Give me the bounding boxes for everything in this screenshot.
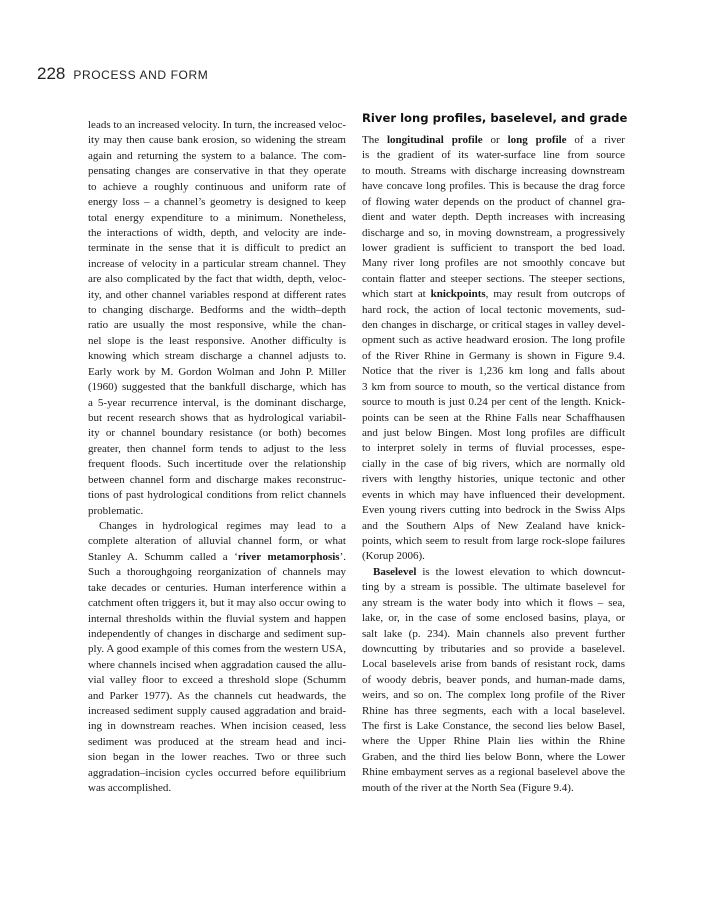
text-run: Changes in hydrological regimes may lead to a [99, 519, 346, 532]
text-run: ity may then cause bank erosion, so widening the stream [88, 134, 346, 147]
text-line [362, 210, 625, 225]
text-line [362, 688, 625, 703]
text-line [362, 411, 625, 426]
text-run: ’. [339, 550, 346, 563]
text-run: The [362, 134, 387, 146]
text-run: between channel form and discharge makes reconstruc- [88, 473, 346, 486]
text-line [88, 180, 346, 195]
text-line [88, 211, 346, 226]
text-line [88, 241, 346, 256]
text-line [362, 226, 625, 241]
text-line [88, 504, 346, 519]
section-heading: River long profiles, baselevel, and grade [362, 111, 628, 125]
running-header [37, 64, 208, 84]
text-line [362, 765, 625, 780]
bold-term: longitudinal profile [386, 134, 483, 146]
text-line [362, 349, 625, 364]
text-line [362, 241, 625, 256]
text-run: events in which may have influenced their development. [362, 488, 625, 501]
text-line [88, 612, 346, 627]
text-run: cially in the case of big rivers, which are normally old [362, 457, 625, 470]
text-run: to changing discharge. Bedforms and the width–depth [88, 304, 346, 317]
text-line [88, 766, 346, 781]
text-run: but recent research shows that as hydrological variabil- [88, 412, 346, 425]
text-line [362, 272, 625, 287]
bold-term: long profile [507, 134, 567, 146]
text-run: of the River Rhine in Germany is shown in Figure 9.4. [362, 349, 625, 362]
text-line [88, 118, 346, 133]
text-line [362, 164, 625, 179]
text-run: vial valley floor to exceed a threshold slope (Schumm [88, 674, 346, 687]
text-run: independently of changes in discharge and sediment sup- [88, 627, 346, 640]
text-run: discharge and so, in moving downstream, a progressively [362, 226, 625, 239]
text-run: hard rock, the action of local tectonic movements, sud- [362, 303, 625, 316]
text-line [88, 288, 346, 303]
text-line [88, 442, 346, 457]
text-line [88, 781, 346, 796]
text-line [88, 426, 346, 441]
text-line [88, 411, 346, 426]
text-line [362, 657, 625, 672]
text-line [362, 287, 625, 302]
text-line [88, 581, 346, 596]
text-run: energy loss – a channel’s geometry is designed to keep [88, 196, 346, 209]
text-run: Such a thoroughgoing reorganization of channels may [88, 566, 346, 579]
text-run: take decades or centuries. Human interference within a [88, 581, 346, 594]
text-run: Early work by M. Gordon Wolman and John P. Miller [88, 365, 346, 378]
text-run: sediment was produced at the stream head and inci- [88, 735, 346, 748]
text-run: frequent floods. Such incertitude over the relationship [88, 458, 346, 471]
text-line [362, 380, 625, 395]
text-run: ratio are usually the most responsive, while the chan- [88, 319, 346, 332]
text-line [88, 272, 346, 287]
text-line [88, 565, 346, 580]
text-run: and the Southern Alps of New Zealand have knick- [362, 519, 625, 532]
text-line [362, 441, 625, 456]
text-run: contain flatter and steeper sections. The steeper sections, [362, 272, 625, 285]
text-run: ing in downstream reaches. When incision ceased, less [88, 720, 346, 733]
text-run: a 5-year recurrence interval, is the dominant discharge, [88, 396, 346, 409]
text-run: catchment often triggers it, but it may also occur owing to [88, 597, 346, 610]
text-line [88, 365, 346, 380]
text-line [88, 488, 346, 503]
text-run: mouth of the river at the North Sea (Figure 9.4). [362, 781, 574, 794]
text-line [362, 781, 625, 796]
text-run: , may result from outcrops of [485, 288, 625, 301]
text-run: Rhine has three segments, each with a local baselevel. [362, 704, 625, 717]
text-line [362, 611, 625, 626]
text-line [88, 226, 346, 241]
text-line [362, 642, 625, 657]
text-line [362, 364, 625, 379]
text-line [88, 334, 346, 349]
text-run: sion began in the lower reaches. Two or three such [88, 751, 346, 764]
text-run: den changes in discharge, or critical stages in valley devel- [362, 319, 625, 332]
text-run: opment such as active headward erosion. The long profile [362, 334, 625, 347]
text-run: downcutting by tributaries and so provide a baselevel. [362, 642, 625, 655]
text-line [88, 473, 346, 488]
text-run: leads to an increased velocity. In turn, the increased veloc- [88, 119, 346, 131]
text-run: 3 km from source to mouth, so the vertical distance from [362, 380, 625, 393]
text-run: ply. A good example of this comes from the western USA, [88, 643, 346, 656]
text-run: The first is Lake Constance, the second lies below Basel, [362, 720, 625, 733]
text-line [362, 303, 625, 318]
text-run: rivers with lengthy histories, unique tectonic and other [362, 473, 625, 486]
text-line [362, 148, 625, 163]
text-run: increase of velocity in a particular stream channel. They [88, 257, 346, 270]
text-line [362, 133, 625, 148]
text-line [88, 257, 346, 272]
text-line [88, 195, 346, 210]
text-line [88, 704, 346, 719]
text-line [362, 318, 625, 333]
text-run: Local baselevels arise from bands of resistant rock, dams [362, 658, 625, 671]
text-line [88, 396, 346, 411]
text-line [362, 673, 625, 688]
text-run: nel slope is the least responsive. Another difficulty is [88, 334, 346, 347]
text-run: salt lake (p. 234). Main channels also prevent further [362, 627, 625, 640]
text-run: points, which seem to result from large rock-slope failures [362, 534, 625, 547]
text-line [88, 133, 346, 148]
text-line [362, 565, 625, 580]
text-run: weirs, and so on. The complex long profile of the River [362, 689, 625, 702]
text-run: source to mouth is just 0.24 per cent of the length. Knick- [362, 396, 625, 409]
text-run: complete alteration of alluvial channel form, or what [88, 535, 346, 548]
text-line [88, 149, 346, 164]
text-run: terminate in the sense that it is difficult to predict an [88, 242, 346, 255]
text-line [362, 519, 625, 534]
text-run: (1960) suggested that the bankfull discharge, which has [88, 381, 346, 394]
text-line [362, 179, 625, 194]
text-run: is the lowest elevation to which downcut- [416, 565, 625, 578]
text-line [88, 719, 346, 734]
text-run: ity, and other channel variables respond at different rates [88, 288, 346, 301]
text-run: pensating changes are conservative in that they operate [88, 165, 346, 178]
text-run: which start at [362, 288, 431, 301]
text-run: (Korup 2006). [362, 550, 425, 563]
text-line [362, 580, 625, 595]
text-run: where channels incised when aggradation caused the allu- [88, 658, 346, 671]
text-run: or [482, 134, 508, 146]
text-line [88, 349, 346, 364]
text-run: have concave long profiles. This is because the drag force [362, 180, 625, 193]
text-line [88, 303, 346, 318]
text-run: was accomplished. [88, 782, 172, 795]
text-run: of flowing water depends on the product of channel gra- [362, 195, 625, 208]
text-line [362, 549, 625, 564]
left-column [88, 118, 346, 797]
text-line [362, 596, 625, 611]
text-run: Many river long profiles are not smoothly concave but [362, 257, 625, 270]
text-run: total energy expenditure to a minimum. Nonetheless, [88, 211, 346, 224]
text-run: Graben, and the third lies below Bonn, where the Lower [362, 750, 625, 763]
bold-term: knickpoints [430, 288, 486, 301]
text-run: where the Upper Rhine Plain lies within the Rhine [362, 735, 625, 748]
text-run: tions of past hydrological conditions from relict channels [88, 489, 346, 502]
text-line [362, 719, 625, 734]
text-line [362, 195, 625, 210]
text-run: Even young rivers cutting into bedrock in the Swiss Alps [362, 504, 625, 517]
text-line [88, 735, 346, 750]
text-line [88, 164, 346, 179]
text-run: and just below Bingen. Most long profiles are difficult [362, 427, 625, 440]
text-run: are also complicated by the fact that width, depth, veloc- [88, 273, 346, 286]
text-line [362, 704, 625, 719]
text-run: Rhine embayment serves as a regional baselevel above the [362, 766, 625, 779]
text-run: of a river [566, 134, 625, 146]
text-line [362, 734, 625, 749]
text-line [88, 534, 346, 549]
bold-term: Baselevel [373, 565, 417, 578]
text-run: to interpret solely in terms of fluvial processes, espe- [362, 442, 625, 455]
text-line [362, 627, 625, 642]
text-run: again and returning the system to a balance. The com- [88, 149, 346, 162]
text-line [88, 519, 346, 534]
text-run: Stanley A. Schumm called a ‘ [88, 550, 238, 563]
text-run: problematic. [88, 504, 144, 517]
text-line [88, 596, 346, 611]
text-line [88, 380, 346, 395]
text-line [362, 750, 625, 765]
text-line [88, 673, 346, 688]
text-run: to mouth. Streams with discharge increasing downstream [362, 164, 625, 177]
text-line [88, 457, 346, 472]
text-run: increased sediment supply caused aggradation and braid- [88, 705, 346, 718]
text-line [88, 318, 346, 333]
text-run: points can be seen at the Rhine Falls near Schaffhausen [362, 411, 625, 424]
text-line [88, 642, 346, 657]
text-line [88, 689, 346, 704]
text-line [88, 627, 346, 642]
text-line [362, 457, 625, 472]
text-run: aggradation–incision cycles occurred before equilibrium [88, 766, 346, 779]
text-run: dient and water depth. Depth increases with increasing [362, 211, 625, 224]
bold-term: river metamorphosis [237, 550, 340, 563]
text-run: greater, then channel form tends to adjust to the less [88, 442, 346, 455]
text-run: ting by a stream is possible. The ultimate baselevel for [362, 581, 625, 594]
text-run: to achieve a roughly continuous and uniform rate of [88, 180, 346, 193]
text-line [362, 488, 625, 503]
text-line [362, 534, 625, 549]
text-line [88, 658, 346, 673]
text-run: the interactions of width, depth, and velocity are inde- [88, 226, 346, 239]
text-run: any stream is the water body into which it flows – sea, [362, 596, 625, 609]
text-run: knowing which stream discharge a channel adjusts to. [88, 350, 346, 363]
text-run: lake, or, in the case of some enclosed basins, playa, or [362, 612, 625, 625]
text-run: of woody debris, beaver ponds, and human-made dams, [362, 673, 625, 686]
text-line [362, 256, 625, 271]
text-line [88, 750, 346, 765]
text-run: and Parker 1977). As the channels cut headwards, the [88, 689, 346, 702]
text-line [88, 550, 346, 565]
text-line [362, 395, 625, 410]
text-line [362, 333, 625, 348]
running-title: PROCESS AND FORM [73, 68, 209, 82]
text-line [362, 472, 625, 487]
text-run: Notice that the river is 1,236 km long and falls about [362, 365, 625, 378]
page-number: 228 [37, 64, 66, 83]
text-run: lower gradient is sufficient to transport the bed load. [362, 241, 625, 254]
text-run: is the gradient of its water-surface line from source [362, 149, 625, 162]
right-column [362, 133, 625, 796]
text-run: internal thresholds within the fluvial system and happen [88, 612, 346, 625]
text-line [362, 503, 625, 518]
text-line [362, 426, 625, 441]
text-run: ity or channel boundary resistance (or both) becomes [88, 427, 346, 440]
